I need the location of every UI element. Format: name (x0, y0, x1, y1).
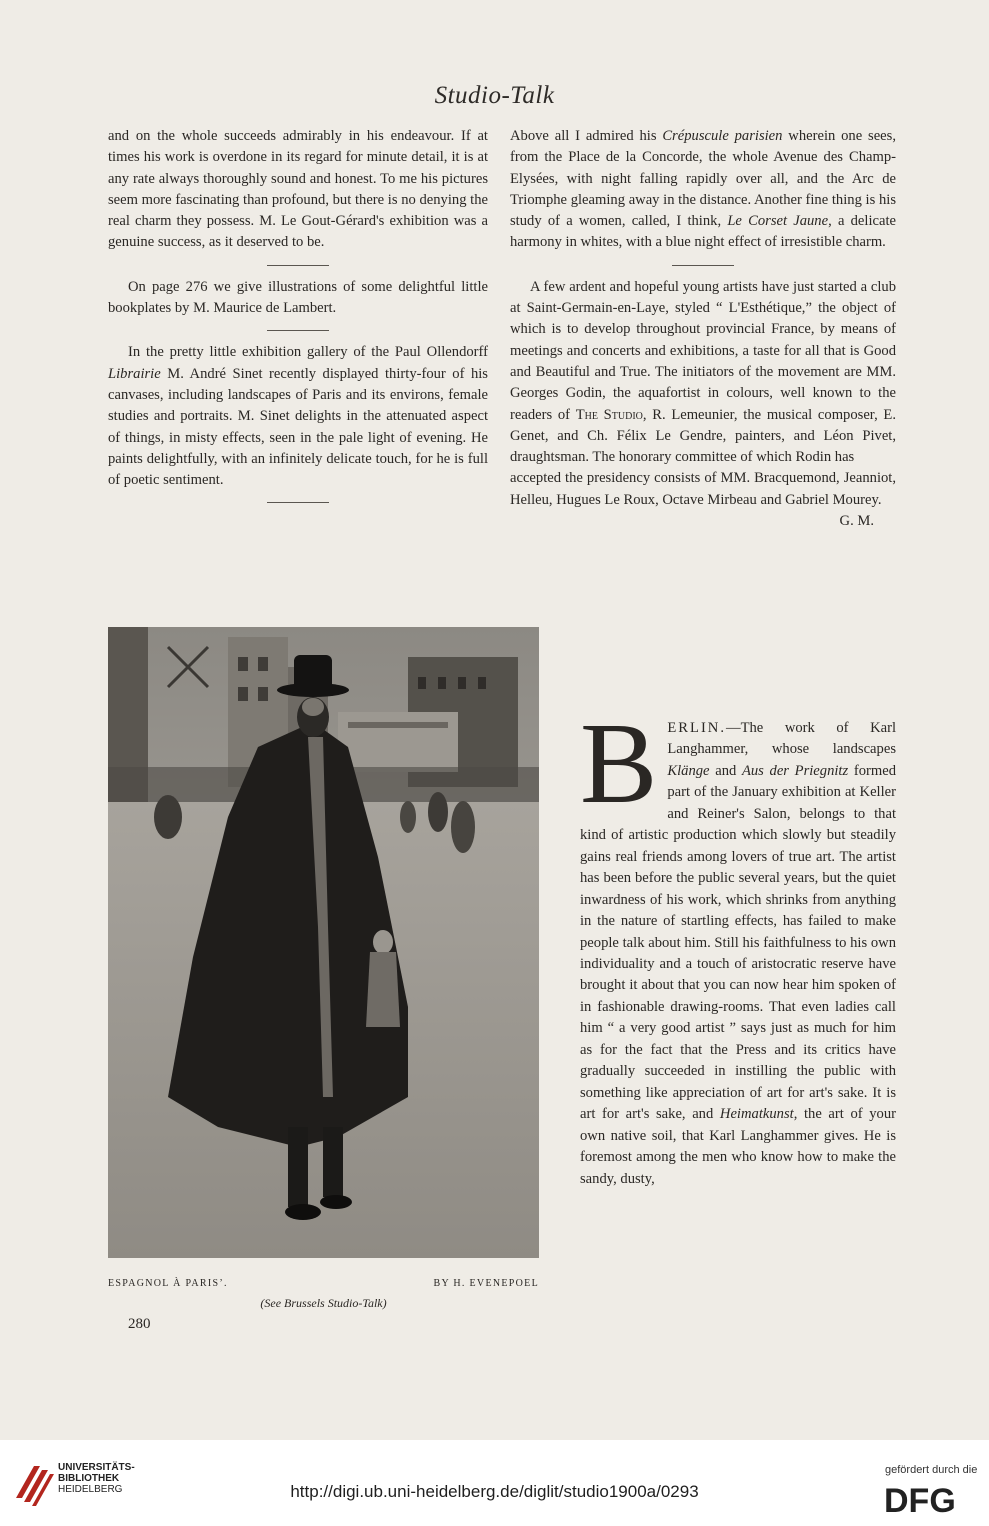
signature: G. M. (839, 513, 874, 530)
left-paragraph-1: and on the whole succeeds admirably in his endeavour. If at times his work is overdone in its regard for minute detail, it is at any rate always thoroughly sound and honest. To me his pictures seem more fascinating than profound, but there is no denying the real charm they possess. M. Le Gout-Gérard's exhibition was a genuine success, as it deserved to be. (108, 128, 488, 251)
berlin-section: B ERLIN.—The work of Karl Langhammer, whose landscapes Klänge and Aus der Priegnitz formed part of the January exhibition at Keller and Reiner's Salon, belongs to that kind of artistic production which slowly but steadily gains real friends among lovers of true art. The artist has been before the public several years, but the quiet inwardness of his work, which shrinks from anything in the nature of startling effects, has failed to make people talk about him. Still his faithfulness to his own individuality and a touch of aristocratic reserve have brought it about that you can now hear him spoken of in fashionable drawing-rooms. That even ladies call him “ a very good artist ” says just as much for him as for the fact that the Press and its critics have gradually succeeded in instilling the public with something like appreciation of art for art's sake. It is art for art's sake, and Heimatkunst, the art of your own native soil, that Karl Langhammer gives. He is foremost among the men who know how to make the sandy, dusty, (580, 700, 896, 1187)
dfg-logo-text: DFG (884, 1484, 956, 1514)
left-column (108, 126, 488, 514)
running-header: Studio-Talk (434, 82, 555, 109)
caption-title: ESPAGNOL À PARIS’. (108, 1278, 228, 1289)
right-paragraph-1: Above all I admired his Crépuscule parisien wherein one sees, from the Place de la Concorde, the whole Avenue des Champ-Elysées, with night falling rapidly over all, and the Arc de Triomphe gleaming away in the distance. Another fine thing is his study of a women, called, I think, Le Corset Jaune, a delicate harmony in whites, with a blue night effect of irresistible charm. (510, 128, 897, 251)
caption-note: (See Brussels Studio-Talk) (260, 1296, 387, 1310)
illustration-espagnol-a-paris (108, 627, 539, 1258)
section-divider (267, 265, 329, 266)
right-paragraph-2-continued: accepted the presidency consists of MM. Bracquemond, Jeanniot, Helleu, Hugues Le Roux, Octave Mirbeau and Gabriel Mourey. G. M. (510, 468, 896, 511)
university-library-name: UNIVERSITÄTS- BIBLIOTHEK HEIDELBERG (58, 1462, 135, 1495)
source-url-link[interactable]: http://digi.ub.uni-heidelberg.de/diglit/studio1900a/0293 (290, 1482, 699, 1501)
caption-credit: BY H. EVENEPOEL (433, 1278, 539, 1289)
left-paragraph-3: In the pretty little exhibition gallery of the Paul Ollendorff Librairie M. André Sinet recently displayed thirty-four of his canvases, including landscapes of Paris and its environs, female studies and portraits. M. Sinet delights in the attenuated aspect of things, in misty effects, seen in the pale light of evening. He paints delightfully, with an infinitely delicate touch, for he is full of poetic sentiment. (108, 344, 488, 489)
funded-by-text: gefördert durch die (885, 1464, 978, 1476)
painting-image (108, 627, 539, 1258)
right-paragraph-2: A few ardent and hopeful young artists have just started a club at Saint-Germain-en-Laye, styled “ L'Esthétique,” the object of which is to develop throughout provincial France, by means of meetings and concerts and exhibitions, a taste for all that is Good and Beautiful and True. The initiators of the movement are MM. Georges Godin, the aquafortist in colours, well known to the readers of The Studio, R. Lemeunier, the musical composer, E. Genet, and Ch. Félix Le Gendre, painters, and Léon Pivet, draughtsman. The honorary committee of which Rodin has (510, 278, 896, 466)
right-column (510, 126, 896, 532)
drop-cap: B (580, 700, 658, 828)
page-number: 280 (128, 1316, 151, 1332)
left-paragraph-2: On page 276 we give illustrations of some delightful little bookplates by M. Maurice de Lambert. (108, 278, 488, 317)
dfg-logo-icon (884, 1484, 976, 1514)
footer-bar (0, 1440, 989, 1526)
section-divider (267, 330, 329, 331)
section-divider (267, 502, 329, 503)
section-divider (672, 265, 734, 266)
